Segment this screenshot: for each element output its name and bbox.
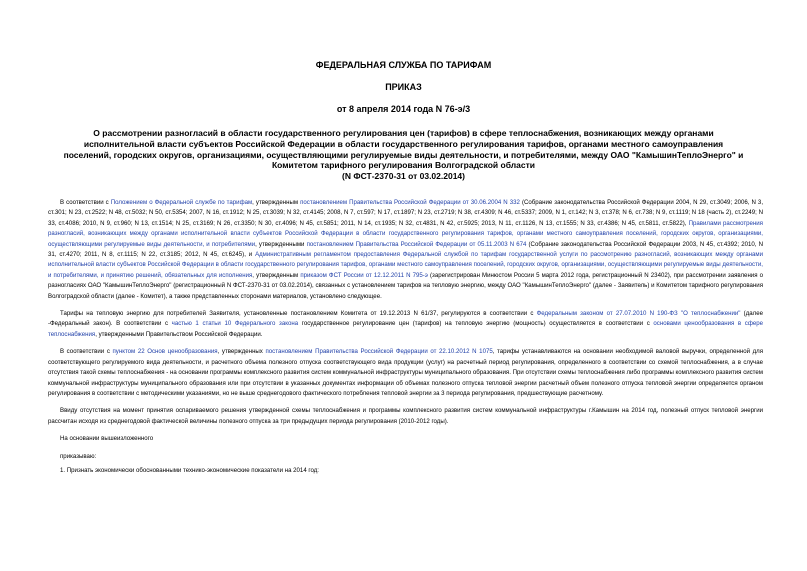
text-run: , утвержденным <box>252 199 301 206</box>
text-run: государственное регулирование цен (тарифов) на тепловую энергию (мощность) осуществляется в соответствии с <box>298 320 654 328</box>
link-government-decree-674[interactable]: постановлением Правительства Российской Федерации от 05.11.2003 N 674 <box>306 240 527 248</box>
text-run: (Собрание законодательства Российской Федерации 2003, N 45, ст.4392; 2010, N 31, ст.4270; 2011, N 8, ст.1115; N 22, ст.3185; 2012, N 45, ст.6245), и <box>48 240 763 259</box>
text-run: (зарегистрирован Минюстом России 5 марта 2012 года, регистрационный N 23402), при рассмотрении заявления о разногласиях ОАО "КамышинТеплоЭнерго" (регистрационный N ФСТ-2370-31 от 03.02.2014), связанных с установлением тарифов на тепловую энергию, между ОАО "КамышинТеплоЭнерго" (далее - Заявитель) и Комитетом тарифного регулирования Волгоградской области (далее - Комитет), а также представленных сторонами материалов, установлено следующее. <box>48 271 764 300</box>
text-run: Тарифы на тепловую энергию для потребителей Заявителя, установленные постановлением Комитета от 19.12.2013 N 61/37, регулируются в соответствии с <box>60 310 537 318</box>
text-run: , утвержденным <box>252 271 301 279</box>
text-run: , утвержденных <box>217 348 266 356</box>
link-disagreement-rules[interactable]: Правилами рассмотрения разногласий, возникающих между органами исполнительной власти субъектов Российской Федерации в области государственного регулирования тарифов, органами местного самоуправления поселений, городских округов, организациями, осуществляющими регулируемые виды деятельности, и потребителями <box>48 219 763 248</box>
paragraph-useful-supply: Ввиду отсутствия на момент принятия оспариваемого решения утвержденной схемы теплоснабжения и программы комплексного развития систем коммунальной инфраструктуры г.Камышин на 2014 год, полезный отпуск тепловой энергии рассчитан исходя из среднегодовой фактической величины полезного отпуска за три предыдущих периода регулирования (2010-2012 годы). <box>48 407 763 425</box>
link-fst-order-795[interactable]: приказом ФСТ России от 12.12.2011 N 795-э <box>300 271 428 279</box>
link-federal-law-190[interactable]: Федеральным законом от 27.07.2010 N 190-ФЗ "О теплоснабжении" <box>536 310 741 318</box>
paragraph-order: приказываю: <box>60 452 97 460</box>
text-run: , утвержденными <box>255 240 307 248</box>
link-fst-regulation[interactable]: Положением о Федеральной службе по тарифам <box>110 199 253 206</box>
link-administrative-regulation[interactable]: Административным регламентом предоставления Федеральной службой по тарифам государственной услуги по рассмотрению разногласий, возникающих между органами исполнительной власти субъектов Российской Федерации в области государственного регулирования тарифов, органами местного самоуправления поселений, городских округов, организациями, осуществляющими регулируемые виды деятельности, и потребителями, и принятию решений, обязательных для исполнения <box>48 251 764 279</box>
text-run: (далее -Федеральный закон). В соответствии с <box>48 310 763 328</box>
text-run: В соответствии с <box>60 348 113 356</box>
subject-title: О рассмотрении разногласий в области государственного регулирования цен (тарифов) в сфере теплоснабжения, возникающих между органами исполнительной власти субъектов Российской Федерации в области государственного регулирования тарифов, органами местного самоуправления поселений, городских округов, организациями, осуществляющими регулируемые виды деятельности, и потребителями, между ОАО "КамышинТеплоЭнерго" и Комитетом тарифного регулирования Волгоградской области <box>63 128 744 171</box>
paragraph-item-1: 1. Признать экономически обоснованными технико-экономические показатели на 2014 год: <box>60 466 319 474</box>
subject-case-number: (N ФСТ-2370-31 от 03.02.2014) <box>342 171 465 182</box>
document-subject <box>60 128 747 182</box>
document-body <box>48 198 763 480</box>
link-government-decree-1075[interactable]: постановлением Правительства Российской Федерации от 22.10.2012 N 1075 <box>265 348 493 356</box>
paragraph-pricing <box>48 347 763 399</box>
text-run: , утвержденными Правительством Российской Федерации. <box>95 330 263 338</box>
text-run: (Собрание законодательства Российской Федерации 2004, N 29, ст.3049; 2006, N 3, ст.301; N 23, ст.2522; N 48, ст.5032; N 50, ст.5354; 2007, N 16, ст.1912; N 25, ст.3039; N 32, ст.4145; 2008, N 7, ст.597; N 17, ст.1897; N 23, ст.2719; N 38, ст.4309; N 46, ст.5337; 2009, N 1, ст.142; N 3, ст.378; N 6, ст.738; N 9, ст.1119; N 18 (часть 2), ст.2249; N 33, ст.4086; 2010, N 9, ст.960; N 13, ст.1514; N 25, ст.3169; N 26, ст.3350; N 30, ст.4096; N 45, ст.5851; 2011, N 14, ст.1935; N 32, ст.4831, N 42, ст.5925; 2013, N 11, ст.1126, N 13, ст.1555; N 33, ст.4386; N 45, ст.5811, ст.5822), <box>48 199 764 227</box>
text-run: В соответствии с <box>60 199 111 206</box>
agency-title: ФЕДЕРАЛЬНАЯ СЛУЖБА ПО ТАРИФАМ <box>315 60 492 70</box>
paragraph-tariffs <box>48 309 763 340</box>
link-pricing-basics[interactable]: основами ценообразования в сфере теплоснабжения <box>48 320 763 338</box>
link-pricing-item-22[interactable]: пунктом 22 Основ ценообразования <box>112 348 218 356</box>
paragraph-basis <box>48 198 763 302</box>
document-type: ПРИКАЗ <box>385 82 422 92</box>
link-government-decree-332[interactable]: постановлением Правительства Российской Федерации от 30.06.2004 N 332 <box>300 199 520 206</box>
document-date-number: от 8 апреля 2014 года N 76-э/3 <box>336 104 471 114</box>
paragraph-based-on: На основании вышеизложенного <box>60 435 154 443</box>
text-run: , тарифы устанавливаются на основании необходимой валовой выручки, определенной для соответствующего регулируемого вида деятельности, и расчетного объема полезного отпуска соответствующего вида продукции (услуг) на расчетный период регулирования, определенного в соответствии со схемой теплоснабжения, а в случае отсутствия такой схемы теплоснабжения - на основании программы комплексного развития систем коммунальной инфраструктуры муниципального образования. При отсутствии схемы теплоснабжения либо программы комплексного развития систем коммунальной инфраструктуры муниципального образования или при отсутствии в указанных документах информации об объемах полезного отпуска тепловой энергии расчетный объем полезного отпуска тепловой энергии определяется органом регулирования в соответствии с методическими указаниями, но не выше среднегодового фактического потребления тепловой энергии за 3 периода регулирования, предшествующие расчетному. <box>48 348 764 397</box>
link-law-article-10[interactable]: частью 1 статьи 10 Федерального закона <box>171 320 299 328</box>
